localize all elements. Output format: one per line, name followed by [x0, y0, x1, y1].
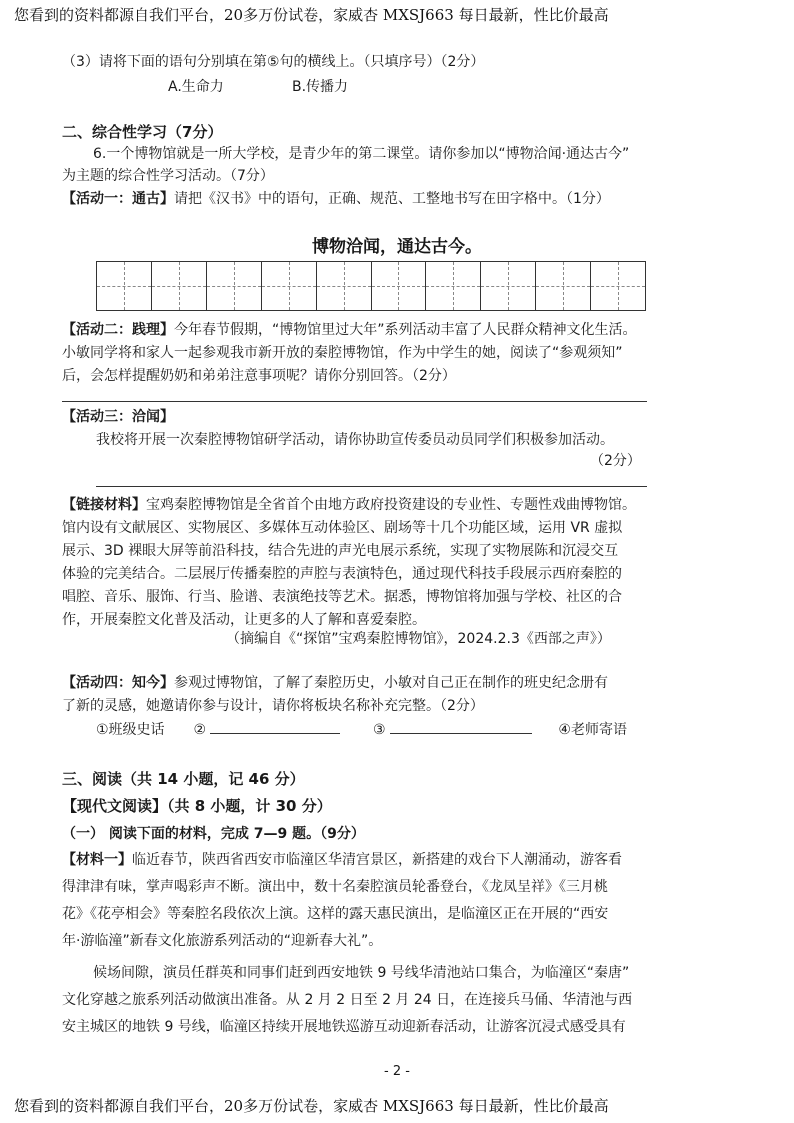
tianzige-cell[interactable] — [591, 262, 645, 310]
activity1-label: 【活动一：通古】 — [62, 191, 174, 207]
material1-line1: 【材料一】临近春节，陕西省西安市临潼区华清宫景区，新搭建的戏台下人潮涌动，游客看 — [62, 852, 622, 868]
page-footer: 您看到的资料都源自我们平台，20多万份试卷，家威杏 MXSJ663 每日最新，性比价最高 — [14, 1097, 609, 1115]
tianzige-cell[interactable] — [207, 262, 262, 310]
tianzige-cell[interactable] — [262, 262, 317, 310]
q3-prompt: （3）请将下面的语句分别填在第⑤句的横线上。（只填序号）（2分） — [62, 54, 485, 70]
paragraph2-line3: 安主城区的地铁 9 号线，临潼区持续开展地铁巡游互动迎新春活动，让游客沉浸式感受具有 — [62, 1019, 626, 1035]
material1-line4: 年·游临潼”新春文化旅游系列活动的“迎新春大礼”。 — [62, 933, 383, 949]
tianzige-grid[interactable] — [96, 261, 646, 311]
part1-title: （一） 阅读下面的材料，完成 7—9 题。（9分） — [62, 826, 365, 842]
link-line5: 唱腔、音乐、服饰、行当、脸谱、表演绝技等艺术。据悉，博物馆将加强与学校、社区的合 — [62, 589, 622, 605]
material1-line3: 花》《花亭相会》等秦腔名段依次上演。这样的露天惠民演出，是临潼区正在开展的“西安 — [62, 906, 609, 922]
activity2-line3: 后，会怎样提醒奶奶和弟弟注意事项呢？请你分别回答。（2分） — [62, 368, 456, 384]
link-source: （摘编自《“探馆”宝鸡秦腔博物馆》，2024.2.3《西部之声》） — [226, 631, 611, 647]
activity2-line1: 【活动二：践理】今年春节假期，“博物馆里过大年”系列活动丰富了人民群众精神文化生活。 — [62, 322, 637, 338]
link-label: 【链接材料】 — [62, 497, 146, 513]
q3-option-a: A.生命力 — [168, 79, 224, 95]
answer-line-activity3[interactable] — [96, 486, 647, 487]
link-line6: 作，开展秦腔文化普及活动，让更多的人了解和喜爱秦腔。 — [62, 612, 426, 628]
activity3-score: （2分） — [590, 453, 641, 469]
activity4-item2: ② — [193, 722, 207, 738]
tianzige-cell[interactable] — [152, 262, 207, 310]
material1-label: 【材料一】 — [62, 852, 132, 868]
activity2-label: 【活动二：践理】 — [62, 322, 174, 338]
link-line1: 【链接材料】宝鸡秦腔博物馆是全省首个由地方政府投资建设的专业性、专题性戏曲博物馆。 — [62, 497, 636, 513]
material1-line2: 得津津有味，掌声喝彩声不断。演出中，数十名秦腔演员轮番登台，《龙凤呈祥》《三月桃 — [62, 879, 608, 895]
paragraph2-line1: 候场间隙，演员任群英和同事们赶到西安地铁 9 号线华清池站口集合，为临潼区“秦唐” — [93, 965, 630, 981]
activity4-line2: 了新的灵感，她邀请你参与设计，请你将板块名称补充完整。（2分） — [62, 698, 484, 714]
answer-line-activity2[interactable] — [62, 401, 647, 402]
calligraphy-sentence: 博物洽闻，通达古今。 — [312, 237, 482, 257]
tianzige-cell[interactable] — [372, 262, 427, 310]
q3-option-b: B.传播力 — [292, 79, 349, 95]
activity4-items — [96, 719, 627, 740]
activity4-item4: ④老师寄语 — [558, 722, 627, 738]
q6-line1: 6.一个博物馆就是一所大学校，是青少年的第二课堂。请你参加以“博物洽闻·通达古今” — [93, 146, 630, 162]
tianzige-cell[interactable] — [481, 262, 536, 310]
activity4-blank3[interactable] — [390, 719, 532, 734]
section2-title: 二、综合性学习（7分） — [62, 123, 223, 141]
tianzige-cell[interactable] — [97, 262, 152, 310]
page-header: 您看到的资料都源自我们平台，20多万份试卷，家威杏 MXSJ663 每日最新，性比价最高 — [14, 6, 609, 24]
activity1-text: 请把《汉书》中的语句，正确、规范、工整地书写在田字格中。（1分） — [174, 191, 610, 207]
activity4-label: 【活动四：知今】 — [62, 675, 174, 691]
q6-line2: 为主题的综合性学习活动。（7分） — [62, 168, 274, 184]
activity4-item3: ③ — [372, 722, 386, 738]
tianzige-cell[interactable] — [536, 262, 591, 310]
tianzige-cell[interactable] — [317, 262, 372, 310]
activity2-line2: 小敏同学将和家人一起参观我市新开放的秦腔博物馆，作为中学生的她，阅读了“参观须知” — [62, 345, 623, 361]
activity1 — [62, 189, 610, 209]
section3-subtitle: 【现代文阅读】（共 8 小题，计 30 分） — [62, 797, 332, 815]
activity3-label: 【活动三：洽闻】 — [62, 409, 174, 425]
activity4-blank2[interactable] — [210, 719, 340, 734]
link-line2: 馆内设有文献展区、实物展区、多媒体互动体验区、剧场等十几个功能区域，运用 VR 虚拟 — [62, 520, 623, 536]
activity4-line1: 【活动四：知今】参观过博物馆，了解了秦腔历史，小敏对自己正在制作的班史纪念册有 — [62, 675, 608, 691]
section3-title: 三、阅读（共 14 小题，记 46 分） — [62, 770, 305, 788]
page-number: - 2 - — [384, 1064, 410, 1079]
link-line4: 体验的完美结合。二层展厅传播秦腔的声腔与表演特色，通过现代科技手段展示西府秦腔的 — [62, 566, 622, 582]
paragraph2-line2: 文化穿越之旅系列活动做演出准备。从 2 月 2 日至 2 月 24 日，在连接兵马俑、华清池与西 — [62, 992, 633, 1008]
link-line3: 展示、3D 裸眼大屏等前沿科技，结合先进的声光电展示系统，实现了实物展陈和沉浸交互 — [62, 543, 619, 559]
activity3-line1: 我校将开展一次秦腔博物馆研学活动，请你协助宣传委员动员同学们积极参加活动。 — [96, 432, 614, 448]
activity4-item1: ①班级史话 — [96, 722, 165, 738]
tianzige-cell[interactable] — [426, 262, 481, 310]
